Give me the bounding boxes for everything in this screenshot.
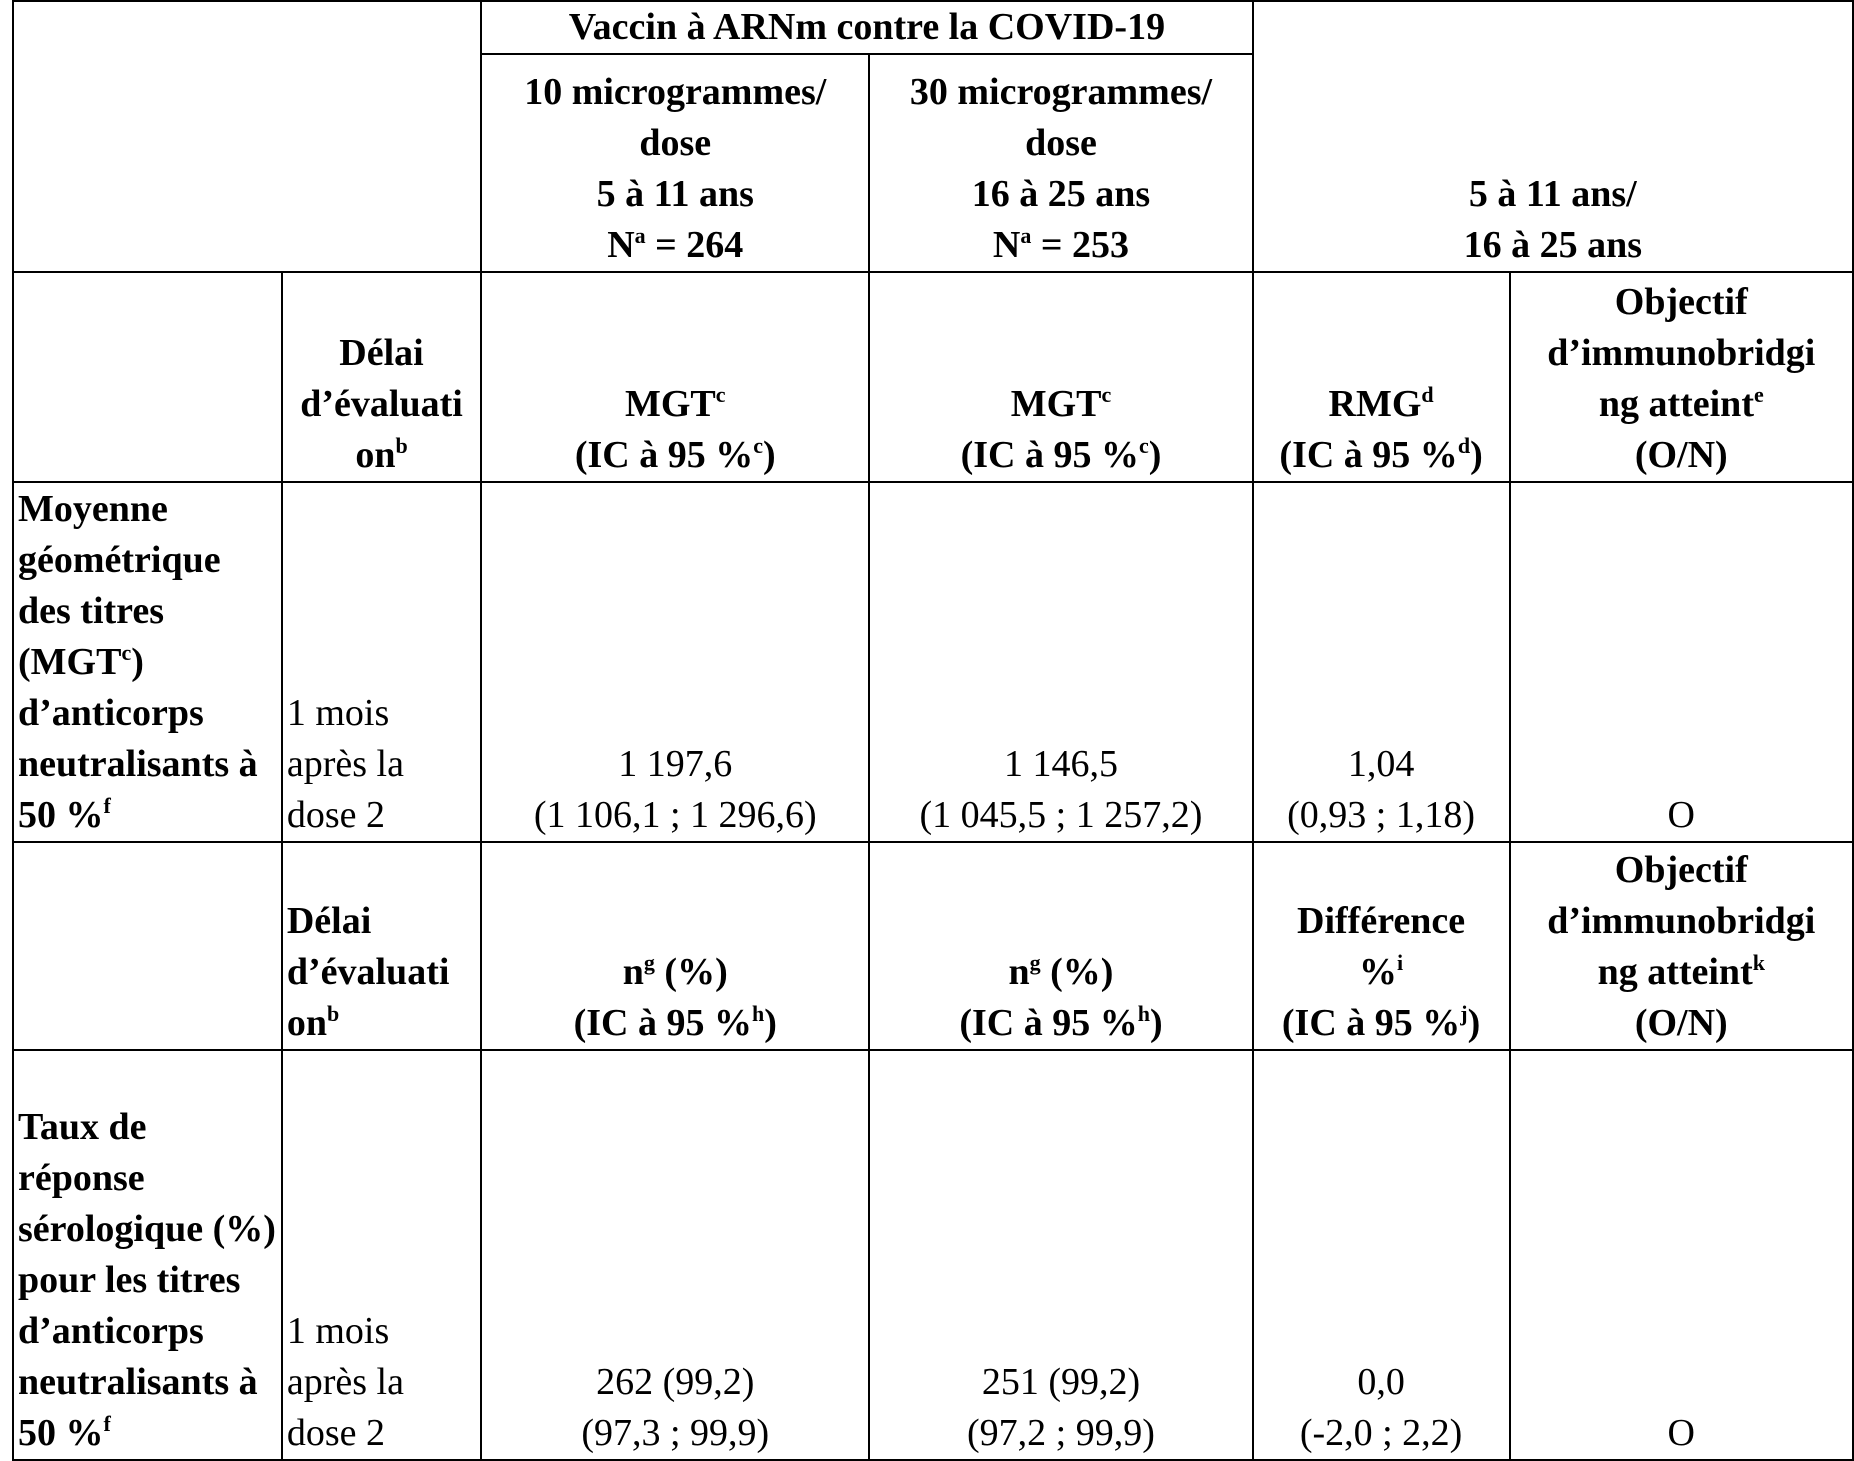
gmt-data-row <box>13 482 1853 842</box>
vaccine-title: Vaccin à ARNm contre la COVID-19 <box>481 1 1252 54</box>
group1-header: 10 microgrammes/ dose 5 à 11 ans $N^a = 264$ <box>481 54 869 272</box>
sero-group1-header: $n^g$ (%) (IC à 95 %$^h$) <box>481 842 869 1050</box>
sero-group1-value: 262 (99,2) (97,3 ; 99,9) <box>481 1050 869 1460</box>
header-row-vaccine <box>13 1 1853 54</box>
comparison-header: 5 à 11 ans/ 16 à 25 ans <box>1253 1 1853 272</box>
gmt-ratio-header: RMG$^d$ (IC à 95 %$^d$) <box>1253 272 1510 482</box>
sero-objective-header: Objectif d’immunobridgi ng atteint$^k$ (O/N) <box>1510 842 1853 1050</box>
gmt-group2-header: MGT$^c$ (IC à 95 %$^c$) <box>869 272 1252 482</box>
gmt-delay-header: Délai d’évaluati $on^b$ <box>282 272 481 482</box>
sero-header-empty <box>13 842 282 1050</box>
sero-diff-value: 0,0 (-2,0 ; 2,2) <box>1253 1050 1510 1460</box>
sero-objective-value: O <box>1510 1050 1853 1460</box>
group2-n: $N^a = 253$ <box>992 223 1130 266</box>
gmt-delay: 1 mois après la dose 2 <box>282 482 481 842</box>
sero-data-row <box>13 1050 1853 1460</box>
sero-delay-header: Délai d’évaluati $on^b$ <box>282 842 481 1050</box>
gmt-objective-value: O <box>1510 482 1853 842</box>
sero-header-row <box>13 842 1853 1050</box>
sero-group2-value: 251 (99,2) (97,2 ; 99,9) <box>869 1050 1252 1460</box>
gmt-group1-value: 1 197,6 (1 106,1 ; 1 296,6) <box>481 482 869 842</box>
sero-diff-header: Différence %$^i$ (IC à 95 %$^j$) <box>1253 842 1510 1050</box>
group1-n: $N^a = 264$ <box>607 223 744 266</box>
gmt-header-empty <box>13 272 282 482</box>
gmt-ratio-value: 1,04 (0,93 ; 1,18) <box>1253 482 1510 842</box>
gmt-row-label: Moyenne géométrique des titres (MGT$^c$) d’anticorps neutralisants à 50 %$^f$ <box>13 482 282 842</box>
gmt-group2-value: 1 146,5 (1 045,5 ; 1 257,2) <box>869 482 1252 842</box>
immunobridging-table <box>12 0 1854 1461</box>
header-empty-cell <box>13 1 481 272</box>
sero-group2-header: $n^g$ (%) (IC à 95 %$^h$) <box>869 842 1252 1050</box>
sero-delay: 1 mois après la dose 2 <box>282 1050 481 1460</box>
gmt-header-row <box>13 272 1853 482</box>
sero-row-label: Taux de réponse sérologique (%) pour les titres d’anticorps neutralisants à 50 %$^f$ <box>13 1050 282 1460</box>
gmt-objective-header: Objectif d’immunobridgi ng atteint$^e$ (O/N) <box>1510 272 1853 482</box>
gmt-group1-header: MGT$^c$ (IC à 95 %$^c$) <box>481 272 869 482</box>
group2-header: 30 microgrammes/ dose 16 à 25 ans $N^a = 253$ <box>869 54 1252 272</box>
